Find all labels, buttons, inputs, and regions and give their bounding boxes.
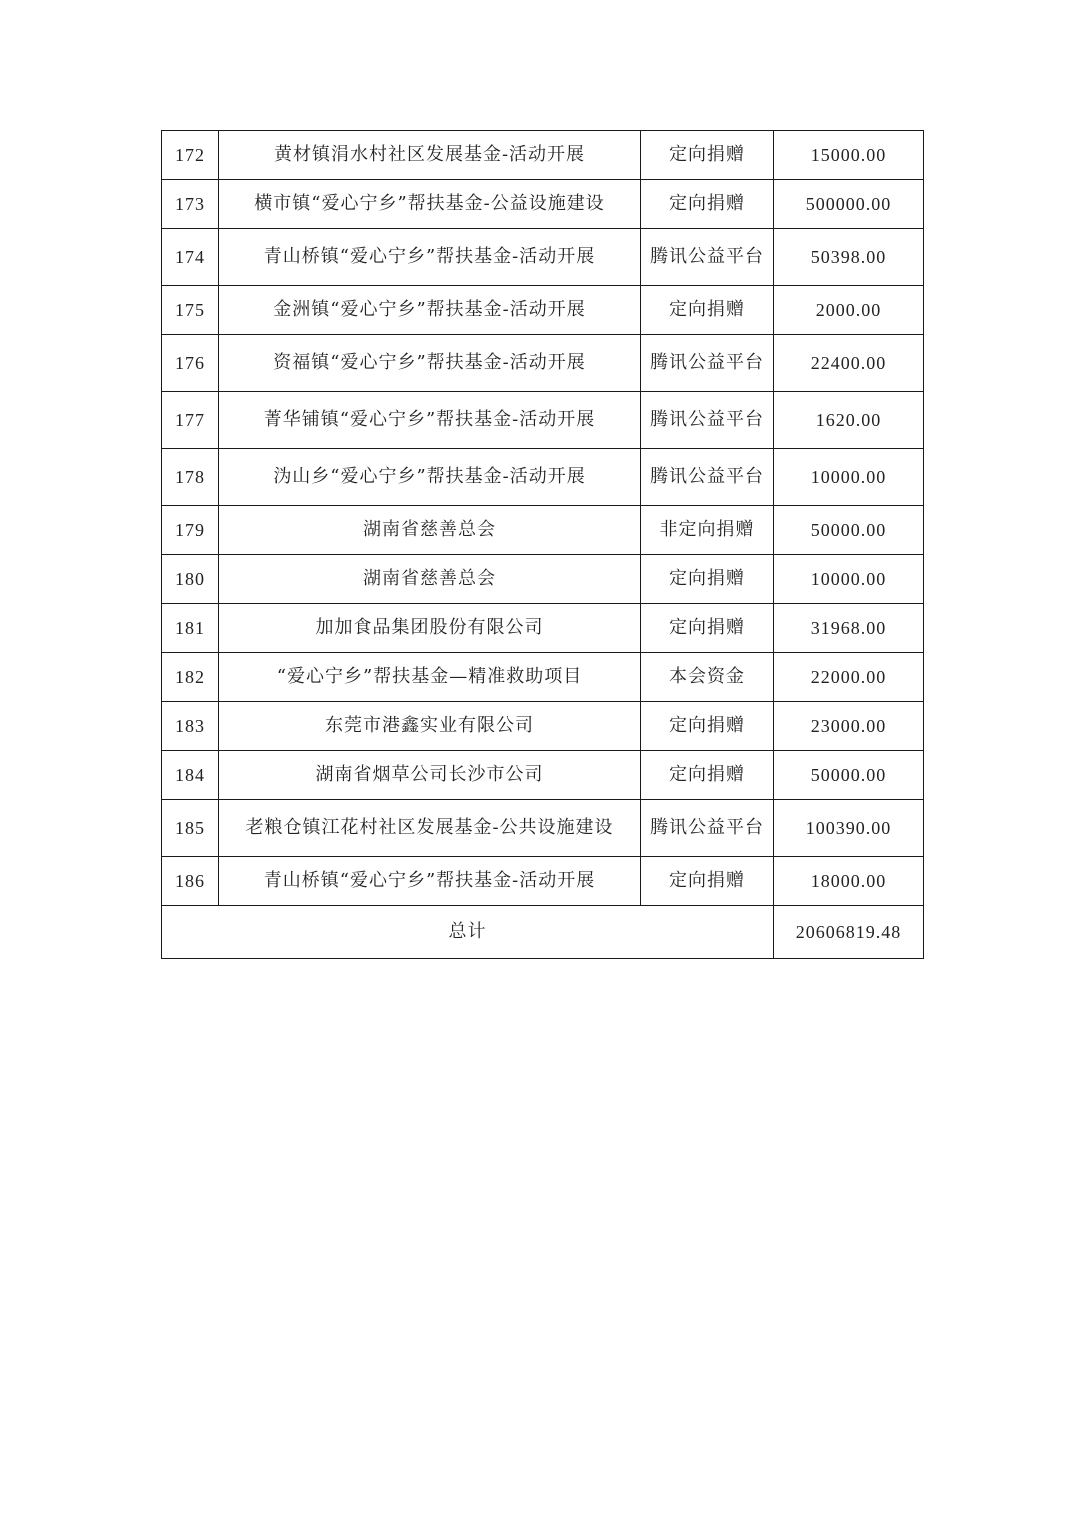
donation-type: 非定向捐赠 [641,506,774,555]
row-number: 174 [162,229,219,286]
donation-amount: 50000.00 [774,751,924,800]
donation-amount: 50000.00 [774,506,924,555]
table-row [162,131,924,180]
table-row [162,555,924,604]
project-name: 青山桥镇“爱心宁乡”帮扶基金-活动开展 [219,857,641,906]
donation-table-body [162,131,924,959]
donation-amount: 10000.00 [774,449,924,506]
donation-type: 定向捐赠 [641,555,774,604]
donation-amount: 1620.00 [774,392,924,449]
donation-type: 腾讯公益平台 [641,335,774,392]
donation-amount: 10000.00 [774,555,924,604]
total-amount: 20606819.48 [774,906,924,959]
project-name: 加加食品集团股份有限公司 [219,604,641,653]
table-row [162,449,924,506]
donation-amount: 500000.00 [774,180,924,229]
table-row [162,506,924,555]
table-row [162,857,924,906]
table-row [162,702,924,751]
donation-type: 定向捐赠 [641,180,774,229]
donation-type: 定向捐赠 [641,286,774,335]
row-number: 176 [162,335,219,392]
donation-type: 腾讯公益平台 [641,229,774,286]
project-name: 沩山乡“爱心宁乡”帮扶基金-活动开展 [219,449,641,506]
row-number: 181 [162,604,219,653]
donation-type: 定向捐赠 [641,131,774,180]
donation-type: 定向捐赠 [641,857,774,906]
project-name: 资福镇“爱心宁乡”帮扶基金-活动开展 [219,335,641,392]
project-name: 黄材镇涓水村社区发展基金-活动开展 [219,131,641,180]
row-number: 185 [162,800,219,857]
row-number: 175 [162,286,219,335]
project-name: 金洲镇“爱心宁乡”帮扶基金-活动开展 [219,286,641,335]
project-name: 青山桥镇“爱心宁乡”帮扶基金-活动开展 [219,229,641,286]
total-row [162,906,924,959]
table-row [162,653,924,702]
project-name: 湖南省烟草公司长沙市公司 [219,751,641,800]
table-row [162,751,924,800]
donation-amount: 18000.00 [774,857,924,906]
row-number: 179 [162,506,219,555]
donation-amount: 2000.00 [774,286,924,335]
table-row [162,800,924,857]
project-name: 横市镇“爱心宁乡”帮扶基金-公益设施建设 [219,180,641,229]
donation-amount: 22000.00 [774,653,924,702]
donation-table [161,130,924,959]
table-row [162,335,924,392]
row-number: 172 [162,131,219,180]
row-number: 180 [162,555,219,604]
row-number: 184 [162,751,219,800]
project-name: 湖南省慈善总会 [219,506,641,555]
donation-type: 定向捐赠 [641,751,774,800]
donation-amount: 31968.00 [774,604,924,653]
donation-type: 腾讯公益平台 [641,392,774,449]
project-name: “爱心宁乡”帮扶基金—精准救助项目 [219,653,641,702]
row-number: 173 [162,180,219,229]
row-number: 182 [162,653,219,702]
table-row [162,392,924,449]
donation-amount: 15000.00 [774,131,924,180]
donation-type: 腾讯公益平台 [641,449,774,506]
donation-amount: 22400.00 [774,335,924,392]
table-row [162,229,924,286]
table-row [162,180,924,229]
project-name: 菁华铺镇“爱心宁乡”帮扶基金-活动开展 [219,392,641,449]
table-row [162,286,924,335]
total-label: 总计 [162,906,774,959]
table-row [162,604,924,653]
donation-amount: 100390.00 [774,800,924,857]
project-name: 东莞市港鑫实业有限公司 [219,702,641,751]
row-number: 183 [162,702,219,751]
row-number: 178 [162,449,219,506]
donation-amount: 50398.00 [774,229,924,286]
donation-amount: 23000.00 [774,702,924,751]
donation-type: 腾讯公益平台 [641,800,774,857]
donation-type: 定向捐赠 [641,702,774,751]
row-number: 186 [162,857,219,906]
row-number: 177 [162,392,219,449]
project-name: 老粮仓镇江花村社区发展基金-公共设施建设 [219,800,641,857]
donation-type: 本会资金 [641,653,774,702]
donation-type: 定向捐赠 [641,604,774,653]
project-name: 湖南省慈善总会 [219,555,641,604]
